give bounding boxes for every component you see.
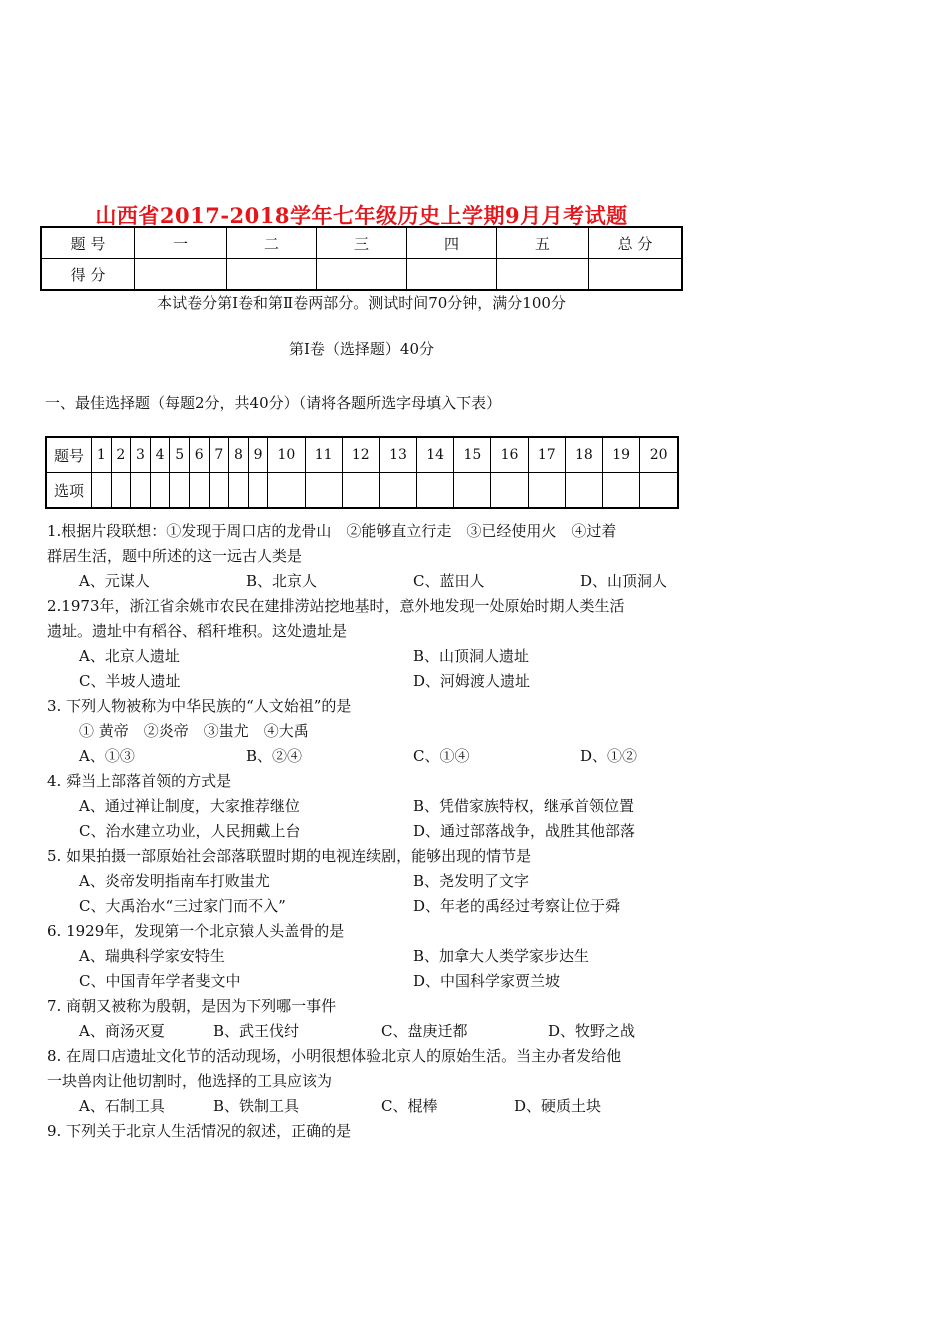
score-header-cell: 总 分 xyxy=(589,227,683,259)
question-text: 群居生活，题中所述的这一远古人类是 xyxy=(47,547,303,565)
score-table-score-row xyxy=(41,259,682,291)
option-b[interactable]: B、凭借家族特权，继承首领位置 xyxy=(413,797,635,815)
option-d[interactable]: D、牧野之战 xyxy=(548,1022,636,1040)
answer-choice-row xyxy=(46,473,678,509)
answer-number: 7 xyxy=(209,437,229,473)
score-cell[interactable] xyxy=(497,259,589,291)
option-a[interactable]: A、瑞典科学家安特生 xyxy=(79,947,225,965)
score-header-cell: 三 xyxy=(317,227,407,259)
option-b[interactable]: B、铁制工具 xyxy=(213,1097,300,1115)
option-d[interactable]: D、河姆渡人遗址 xyxy=(413,672,531,690)
answer-cell[interactable] xyxy=(640,473,678,509)
option-c[interactable]: C、大禹治水“三过家门而不入” xyxy=(79,897,286,915)
option-a[interactable]: A、①③ xyxy=(79,747,135,765)
answer-cell[interactable] xyxy=(189,473,209,509)
score-header-cell: 一 xyxy=(135,227,227,259)
option-d[interactable]: D、山顶洞人 xyxy=(580,572,668,590)
answer-cell[interactable] xyxy=(342,473,379,509)
answer-cell[interactable] xyxy=(150,473,170,509)
answer-number: 8 xyxy=(229,437,249,473)
question-text: 5. 如果拍摄一部原始社会部落联盟时期的电视连续剧，能够出现的情节是 xyxy=(47,847,532,865)
answer-number: 4 xyxy=(150,437,170,473)
score-table xyxy=(40,226,683,291)
question-text: 一块兽肉让他切割时，他选择的工具应该为 xyxy=(47,1072,333,1090)
score-cell[interactable] xyxy=(135,259,227,291)
score-row-label: 得 分 xyxy=(41,259,135,291)
part1-heading: 第Ⅰ卷（选择题）40分 xyxy=(288,340,434,358)
option-b[interactable]: B、武王伐纣 xyxy=(213,1022,300,1040)
score-cell[interactable] xyxy=(227,259,317,291)
option-a[interactable]: A、通过禅让制度，大家推荐继位 xyxy=(79,797,300,815)
answer-row-label: 选项 xyxy=(46,473,92,509)
answer-cell[interactable] xyxy=(528,473,565,509)
answer-number: 1 xyxy=(92,437,112,473)
answer-number: 12 xyxy=(342,437,379,473)
answer-number: 2 xyxy=(111,437,131,473)
answer-number: 18 xyxy=(565,437,602,473)
option-b[interactable]: B、山顶洞人遗址 xyxy=(413,647,530,665)
answer-cell[interactable] xyxy=(565,473,602,509)
answer-number: 16 xyxy=(491,437,528,473)
answer-number: 19 xyxy=(603,437,640,473)
question-text: ① 黄帝 ②炎帝 ③蚩尤 ④大禹 xyxy=(79,722,309,740)
option-b[interactable]: B、尧发明了文字 xyxy=(413,872,530,890)
answer-cell[interactable] xyxy=(229,473,249,509)
answer-cell[interactable] xyxy=(305,473,342,509)
question-text: 2.1973年，浙江省余姚市农民在建排涝站挖地基时，意外地发现一处原始时期人类生活 xyxy=(47,597,625,615)
answer-number: 10 xyxy=(268,437,305,473)
question-text: 7. 商朝又被称为殷朝，是因为下列哪一事件 xyxy=(47,997,337,1015)
option-a[interactable]: A、炎帝发明指南车打败蚩尤 xyxy=(79,872,270,890)
option-c[interactable]: C、蓝田人 xyxy=(413,572,485,590)
score-cell[interactable] xyxy=(407,259,497,291)
answer-cell[interactable] xyxy=(603,473,640,509)
answer-cell[interactable] xyxy=(454,473,491,509)
answer-number: 9 xyxy=(248,437,268,473)
option-a[interactable]: A、北京人遗址 xyxy=(79,647,180,665)
section1-heading: 一、最佳选择题（每题2分，共40分）（请将各题所选字母填入下表） xyxy=(45,394,502,412)
answer-cell[interactable] xyxy=(379,473,416,509)
option-a[interactable]: A、商汤灭夏 xyxy=(79,1022,165,1040)
question-text: 3. 下列人物被称为中华民族的“人文始祖”的是 xyxy=(47,697,352,715)
question-text: 6. 1929年，发现第一个北京猿人头盖骨的是 xyxy=(47,922,345,940)
answer-table xyxy=(45,436,679,509)
option-c[interactable]: C、棍棒 xyxy=(381,1097,438,1115)
score-header-cell: 二 xyxy=(227,227,317,259)
page-title: 山西省2017-2018学年七年级历史上学期9月月考试题 xyxy=(95,203,628,228)
score-cell[interactable] xyxy=(317,259,407,291)
option-c[interactable]: C、盘庚迁都 xyxy=(381,1022,468,1040)
answer-number: 20 xyxy=(640,437,678,473)
answer-number: 11 xyxy=(305,437,342,473)
option-d[interactable]: D、年老的禹经过考察让位于舜 xyxy=(413,897,621,915)
score-header-cell: 题 号 xyxy=(41,227,135,259)
score-header-cell: 五 xyxy=(497,227,589,259)
answer-cell[interactable] xyxy=(491,473,528,509)
option-d[interactable]: D、硬质土块 xyxy=(514,1097,602,1115)
answer-number: 13 xyxy=(379,437,416,473)
answer-number: 3 xyxy=(131,437,151,473)
answer-number: 14 xyxy=(417,437,454,473)
answer-cell[interactable] xyxy=(248,473,268,509)
score-header-cell: 四 xyxy=(407,227,497,259)
answer-number: 15 xyxy=(454,437,491,473)
option-b[interactable]: B、北京人 xyxy=(246,572,318,590)
option-d[interactable]: D、通过部落战争，战胜其他部落 xyxy=(413,822,636,840)
question-text: 1.根据片段联想：①发现于周口店的龙骨山 ②能够直立行走 ③已经使用火 ④过着 xyxy=(47,522,617,540)
option-d[interactable]: D、中国科学家贾兰坡 xyxy=(413,972,561,990)
answer-cell[interactable] xyxy=(111,473,131,509)
answer-cell[interactable] xyxy=(170,473,190,509)
option-c[interactable]: C、中国青年学者斐文中 xyxy=(79,972,241,990)
exam-intro: 本试卷分第Ⅰ卷和第Ⅱ卷两部分。测试时间70分钟，满分100分 xyxy=(157,294,566,312)
option-c[interactable]: C、治水建立功业，人民拥戴上台 xyxy=(79,822,301,840)
score-cell[interactable] xyxy=(589,259,683,291)
answer-cell[interactable] xyxy=(92,473,112,509)
question-text: 4. 舜当上部落首领的方式是 xyxy=(47,772,232,790)
answer-row-label: 题号 xyxy=(46,437,92,473)
answer-number: 17 xyxy=(528,437,565,473)
option-b[interactable]: B、②④ xyxy=(246,747,303,765)
option-a[interactable]: A、石制工具 xyxy=(79,1097,165,1115)
question-text: 遗址。遗址中有稻谷、稻秆堆积。这处遗址是 xyxy=(47,622,348,640)
question-text: 8. 在周口店遗址文化节的活动现场，小明很想体验北京人的原始生活。当主办者发给他 xyxy=(47,1047,622,1065)
answer-cell[interactable] xyxy=(417,473,454,509)
score-table-header-row xyxy=(41,227,682,259)
question-text: 9. 下列关于北京人生活情况的叙述，正确的是 xyxy=(47,1122,352,1140)
option-b[interactable]: B、加拿大人类学家步达生 xyxy=(413,947,590,965)
answer-cell[interactable] xyxy=(268,473,305,509)
option-c[interactable]: C、半坡人遗址 xyxy=(79,672,181,690)
answer-cell[interactable] xyxy=(131,473,151,509)
answer-number-row xyxy=(46,437,678,473)
answer-number: 5 xyxy=(170,437,190,473)
answer-cell[interactable] xyxy=(209,473,229,509)
option-d[interactable]: D、①② xyxy=(580,747,638,765)
option-a[interactable]: A、元谋人 xyxy=(79,572,150,590)
answer-number: 6 xyxy=(189,437,209,473)
option-c[interactable]: C、①④ xyxy=(413,747,470,765)
